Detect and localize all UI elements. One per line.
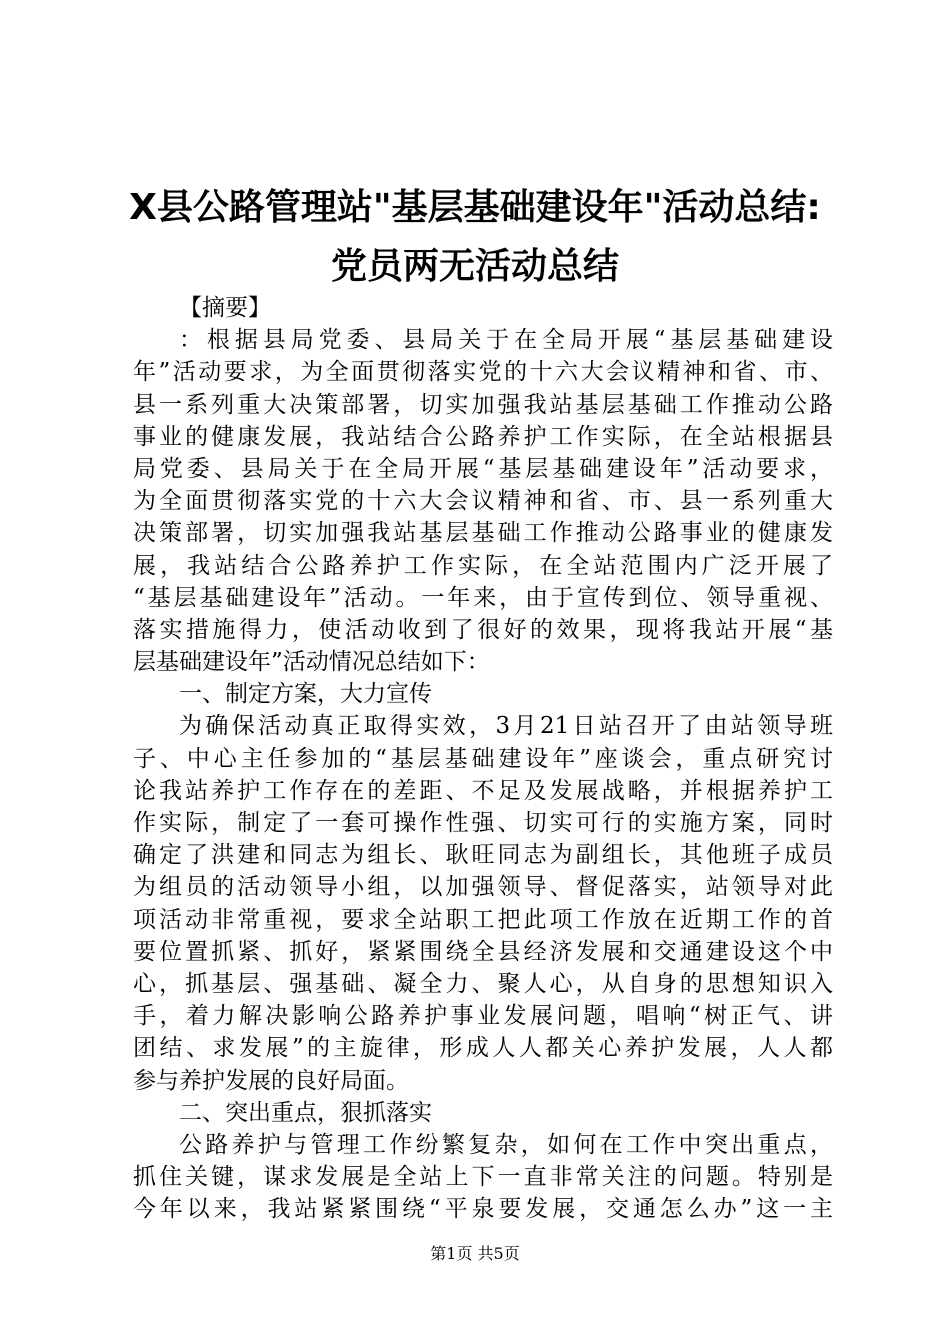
body-line: 层基础建设年”活动情况总结如下： (133, 649, 490, 676)
body-line: 抓住关键，谋求发展是全站上下一直非常关注的问题。特别是 (133, 1164, 833, 1191)
body-line: 年”活动要求，为全面贯彻落实党的十六大会议精神和省、市、 (133, 359, 833, 386)
body-line: 确定了洪建和同志为组长、耿旺同志为副组长，其他班子成员 (133, 842, 833, 869)
body-line: 论我站养护工作存在的差距、不足及发展战略，并根据养护工 (133, 777, 833, 804)
body-line: 县一系列重大决策部署，切实加强我站基层基础工作推动公路 (133, 391, 833, 418)
body-line: 为全面贯彻落实党的十六大会议精神和省、市、县一系列重大 (133, 488, 833, 515)
body-line: 手，着力解决影响公路养护事业发展问题，唱响“树正气、讲 (133, 1003, 833, 1030)
document-title-line-2: 党员两无活动总结 (330, 246, 619, 287)
body-line: 要位置抓紧、抓好，紧紧围绕全县经济发展和交通建设这个中 (133, 938, 833, 965)
section-heading: 二、突出重点，狠抓落实 (179, 1099, 432, 1126)
body-line: 今年以来，我站紧紧围绕“平泉要发展，交通怎么办”这一主 (133, 1196, 833, 1223)
body-line: 子、中心主任参加的“基层基础建设年”座谈会，重点研究讨 (133, 745, 833, 772)
body-line: 公路养护与管理工作纷繁复杂，如何在工作中突出重点， (179, 1131, 833, 1158)
body-line: 团结、求发展”的主旋律，形成人人都关心养护发展，人人都 (133, 1035, 833, 1062)
page-footer: 第1页 共5页 (430, 1244, 520, 1263)
body-line: ：根据县局党委、县局关于在全局开展“基层基础建设 (179, 327, 833, 354)
section-heading: 一、制定方案，大力宣传 (179, 681, 432, 708)
body-line: 局党委、县局关于在全局开展“基层基础建设年”活动要求， (133, 455, 833, 482)
body-line: 心，抓基层、强基础、凝全力、聚人心，从自身的思想知识入 (133, 970, 833, 997)
body-line: 事业的健康发展，我站结合公路养护工作实际，在全站根据县 (133, 423, 833, 450)
document-title-line-1: X县公路管理站"基层基础建设年"活动总结: (129, 187, 821, 228)
body-line: 作实际，制定了一套可操作性强、切实可行的实施方案，同时 (133, 810, 833, 836)
body-line: 决策部署，切实加强我站基层基础工作推动公路事业的健康发 (133, 520, 833, 547)
abstract-heading: 【摘要】 (179, 295, 271, 321)
body-line: “基层基础建设年”活动。一年来，由于宣传到位、领导重视、 (133, 584, 833, 611)
body-line: 为组员的活动领导小组，以加强领导、督促落实，站领导对此 (133, 874, 833, 901)
document-body (133, 292, 833, 1225)
body-line: 项活动非常重视，要求全站职工把此项工作放在近期工作的首 (133, 906, 833, 933)
body-line: 落实措施得力，使活动收到了很好的效果，现将我站开展“基 (133, 616, 833, 643)
body-line: 参与养护发展的良好局面。 (133, 1067, 409, 1094)
body-line: 为确保活动真正取得实效，3月21日站召开了由站领导班 (179, 713, 833, 740)
body-line: 展，我站结合公路养护工作实际，在全站范围内广泛开展了 (133, 552, 833, 579)
